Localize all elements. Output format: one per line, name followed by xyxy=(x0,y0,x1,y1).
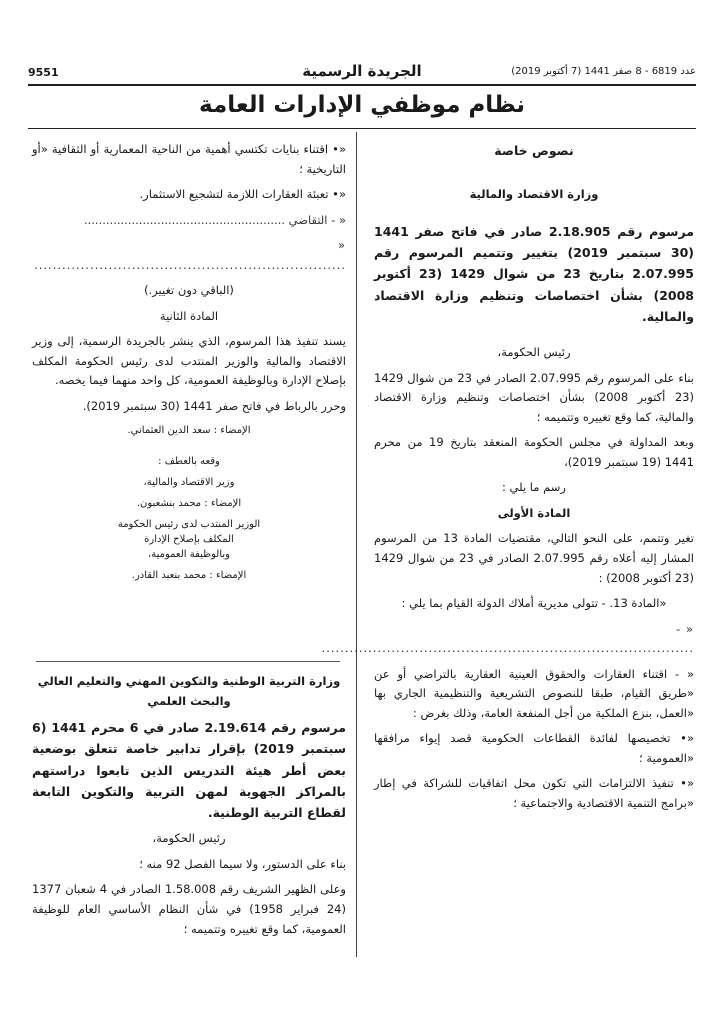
article-heading: المادة الثانية xyxy=(159,308,219,323)
basis-paragraph-1: بناء على الدستور، ولا سيما الفصل 92 منه ؛ xyxy=(139,856,346,871)
section-heading: نصوص خاصة xyxy=(494,143,574,158)
bullet-paragraph: « - اقتناء العقارات والحقوق العينية العقارية بالتراضي أو عن «طريق القيام، طبقا للنصوص التشريعية والتنظيمية الجاري بها «العمل، بنزع الملكية من أجل المنفعة العامة، وذلك بغرض : xyxy=(374,666,694,720)
page-number: 9551 xyxy=(28,66,59,79)
basis-paragraph-2: وعلى الظهير الشريف رقم 1.58.008 الصادر في 4 شعبان 1377 (24 فبراير 1958) في شأن النظام الأساسي العام للوظيفة العمومية، كما وقع تغييره وتتميمه ؛ xyxy=(32,882,346,936)
ellipsis-line: « - ................................................................................ xyxy=(321,621,694,656)
remaining-unchanged: (الباقي دون تغيير.) xyxy=(144,283,234,298)
section-separator xyxy=(36,661,340,662)
article-text: تغير وتتمم، على النحو التالي، مقتضيات المادة 13 من المرسوم المشار إليه أعلاه رقم 2.07.995 الصادر في 23 من شوال 1429 (23 أكتوبر 2008) : xyxy=(374,531,694,585)
ellipsis-line: « ................................................................... xyxy=(34,238,346,272)
ministry-name: وزارة التربية الوطنية والتكوين المهني والتعليم العالي والبحث العلمي xyxy=(37,674,341,708)
done-at-line: وحرر بالرباط في فاتح صفر 1441 (30 سبتمبر 2019). xyxy=(82,399,346,414)
page-header xyxy=(28,62,696,84)
bullet-paragraph: «• تعبئة العقارات اللازمة لتشجيع الاستثمار. xyxy=(139,187,346,202)
right-column xyxy=(321,140,694,820)
ellipsis-line: « - التقاضي ....................................................... xyxy=(83,212,346,227)
bullet-paragraph: «• اقتناء بنايات تكتسي أهمية من الناحية المعمارية أو الثقافية «أو التاريخية ؛ xyxy=(32,142,346,176)
basis-paragraph-2: وبعد المداولة في مجلس الحكومة المنعقد بتاريخ 19 من محرم 1441 (19 سبتمبر 2019)، xyxy=(374,435,694,469)
countersign-label: وقعه بالعطف : xyxy=(158,455,220,467)
ministry-name: وزارة الاقتصاد والمالية xyxy=(469,187,599,202)
signature-line: الإمضاء : محمد بنشعبون. xyxy=(136,497,242,509)
basis-paragraph-1: بناء على المرسوم رقم 2.07.995 الصادر في 23 من شوال 1429 (23 أكتوبر 2008) بشأن اختصاصات وتنظيم وزارة الاقتصاد والمالية، كما وقع تغييره وتتميمه ؛ xyxy=(374,370,694,424)
left-column xyxy=(32,140,346,589)
article-13-quote: «المادة 13. - تتولى مديرية أملاك الدولة القيام بما يلي : xyxy=(401,596,667,611)
title-rule xyxy=(28,128,696,129)
gazette-name: الجريدة الرسمية xyxy=(302,62,422,80)
header-rule xyxy=(28,84,696,86)
column-divider xyxy=(356,132,357,957)
minister-title: وبالوظيفة العمومية، xyxy=(147,548,230,560)
decreed-line: رسم ما يلي : xyxy=(502,480,566,495)
page-title: نظام موظفي الإدارات العامة xyxy=(199,92,525,118)
head-of-government: رئيس الحكومة، xyxy=(497,345,571,360)
head-of-government: رئيس الحكومة، xyxy=(152,831,226,846)
article-heading: المادة الأولى xyxy=(497,505,571,520)
signature-pm: الإمضاء : سعد الدين العثماني. xyxy=(127,424,251,436)
signature-line: الإمضاء : محمد بنعبد القادر. xyxy=(131,569,247,581)
bullet-paragraph: «• تخصيصها لفائدة القطاعات الحكومية قصد إيواء مرافقها «العمومية ؛ xyxy=(374,731,694,765)
minister-title: المكلف بإصلاح الإدارة xyxy=(144,533,234,545)
left-column-lower xyxy=(32,672,346,945)
minister-title: الوزير المنتدب لدى رئيس الحكومة xyxy=(117,518,261,530)
decree-title: مرسوم رقم 2.18.905 صادر في فاتح صفر 1441 (30 سبتمبر 2019) بتغيير وتتميم المرسوم رقم 2.07.995 بتاريخ 23 من شوال 1429 (23 أكتوبر 2008) بشأن اختصاصات وتنظيم وزارة الاقتصاد والمالية. xyxy=(374,223,694,324)
minister-title: وزير الاقتصاد والمالية، xyxy=(143,476,235,488)
bullet-paragraph: «• تنفيذ الالتزامات التي تكون محل اتفاقيات للشراكة في إطار «برامج التنمية الاقتصادية والاجتماعية ؛ xyxy=(374,776,694,810)
article-text: يسند تنفيذ هذا المرسوم، الذي ينشر بالجريدة الرسمية، إلى وزير الاقتصاد والمالية والوزير المنتدب لدى رئيس الحكومة المكلف بإصلاح الإدارة وبالوظيفة العمومية، كل واحد منهما فيما يخصه. xyxy=(32,334,346,388)
decree-title: مرسوم رقم 2.19.614 صادر في 6 محرم 1441 (6 سبتمبر 2019) بإقرار تدابير خاصة تتعلق بوضعية بعض أطر هيئة التدريس الذين تابعوا دراستهم بالمراكز الجهوية لمهن التربية والتكوين التابعة لقطاع التربية الوطنية. xyxy=(32,720,346,821)
issue-info: عدد 6819 - 8 صفر 1441 (7 أكتوبر 2019) xyxy=(511,66,696,77)
